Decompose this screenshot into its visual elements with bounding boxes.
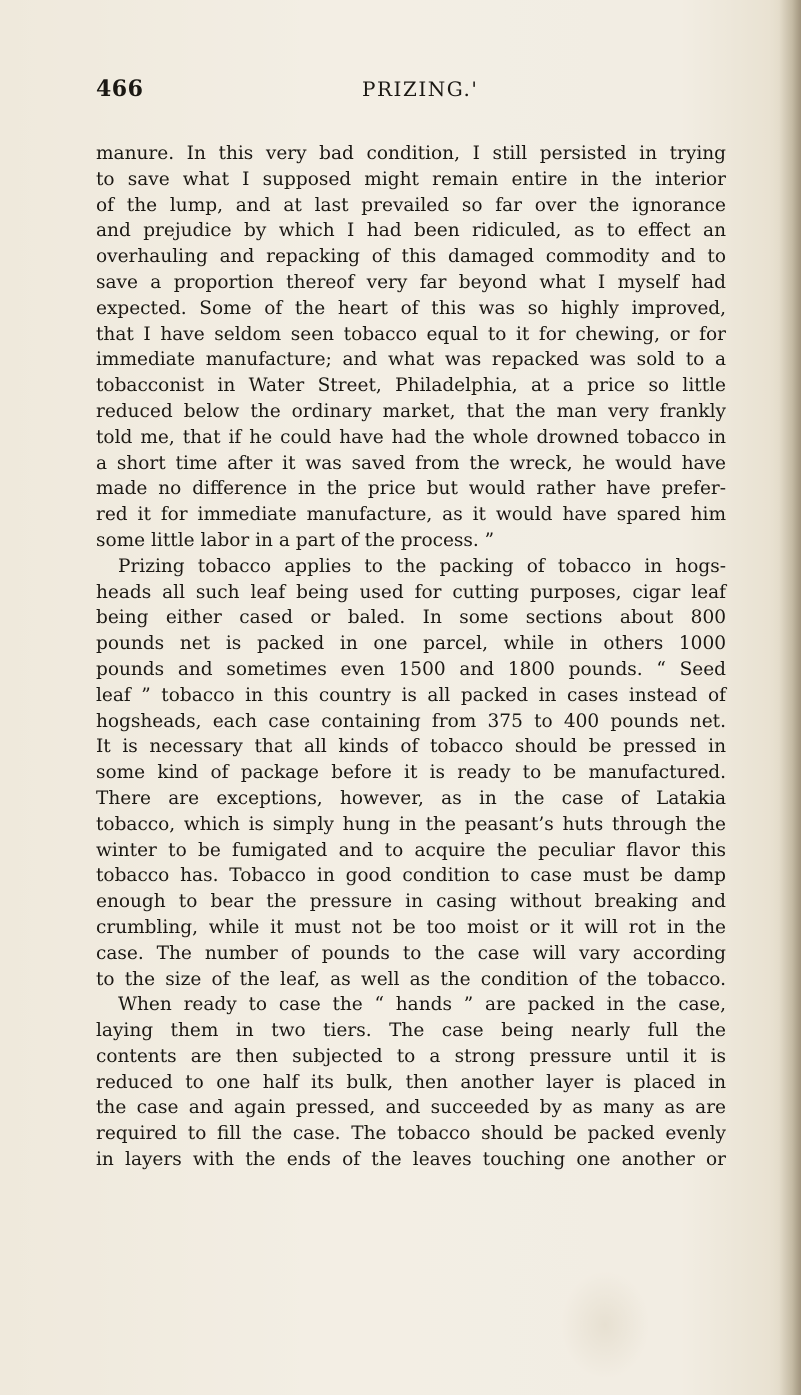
- paper-stain: [560, 1270, 650, 1380]
- text-line: immediate manufacture; and what was repacked was sold to a: [96, 349, 726, 371]
- text-line: a short time after it was saved from the wreck, he would have: [96, 452, 726, 474]
- text-line: of the lump, and at last prevailed so far over the ignorance: [96, 194, 726, 216]
- text-line: crumbling, while it must not be too moist or it will rot in the: [96, 916, 726, 938]
- text-line: contents are then subjected to a strong pressure until it is: [96, 1045, 726, 1067]
- text-line: pounds net is packed in one parcel, while in others 1000: [96, 633, 726, 655]
- running-head: [96, 76, 726, 110]
- text-line: pounds and sometimes even 1500 and 1800 pounds. “ Seed: [96, 658, 726, 680]
- text-line: heads all such leaf being used for cutting purposes, cigar leaf: [96, 581, 726, 603]
- text-line: that I have seldom seen tobacco equal to it for chewing, or for: [96, 323, 726, 345]
- paragraph-start-line: When ready to case the “ hands ” are packed in the case,: [118, 994, 726, 1016]
- text-line: overhauling and repacking of this damaged commodity and to: [96, 246, 726, 268]
- text-line: leaf ” tobacco in this country is all packed in cases instead of: [96, 684, 726, 706]
- text-line: manure. In this very bad condition, I still persisted in trying: [96, 143, 726, 164]
- text-line: red it for immediate manufacture, as it would have spared him: [96, 504, 726, 526]
- text-line: laying them in two tiers. The case being nearly full the: [96, 1020, 726, 1042]
- text-line: hogsheads, each case containing from 375 to 400 pounds net.: [96, 710, 726, 732]
- text-line: some kind of package before it is ready to be manufactured.: [96, 762, 726, 784]
- text-line: told me, that if he could have had the whole drowned tobacco in: [96, 426, 726, 448]
- text-line: expected. Some of the heart of this was so highly improved,: [96, 297, 726, 319]
- text-line: winter to be fumigated and to acquire the peculiar flavor this: [96, 839, 726, 861]
- text-line: being either cased or baled. In some sections about 800: [96, 607, 726, 629]
- paragraph-start-line: Prizing tobacco applies to the packing of tobacco in hogs-: [118, 555, 726, 577]
- text-line: required to fill the case. The tobacco should be packed evenly: [96, 1123, 726, 1145]
- text-line: some little labor in a part of the process. ”: [96, 529, 495, 551]
- text-line: to the size of the leaf, as well as the condition of the tobacco.: [96, 968, 726, 990]
- text-line: tobacconist in Water Street, Philadelphia, at a price so little: [96, 375, 726, 397]
- text-line: case. The number of pounds to the case will vary according: [96, 942, 726, 964]
- text-line: It is necessary that all kinds of tobacco should be pressed in: [96, 736, 726, 758]
- text-line: tobacco has. Tobacco in good condition to case must be damp: [96, 865, 726, 887]
- text-line: tobacco, which is simply hung in the peasant’s huts through the: [96, 813, 726, 835]
- running-title: PRIZING.': [362, 77, 479, 101]
- body-text: [96, 141, 726, 1173]
- page-number: 466: [96, 76, 144, 102]
- text-line: to save what I supposed might remain entire in the interior: [96, 168, 726, 190]
- text-line: enough to bear the pressure in casing without breaking and: [96, 891, 726, 913]
- text-line: There are exceptions, however, as in the case of Latakia: [96, 787, 726, 809]
- text-line: the case and again pressed, and succeeded by as many as are: [96, 1097, 726, 1119]
- text-line: in layers with the ends of the leaves touching one another or: [96, 1149, 726, 1171]
- text-line: save a proportion thereof very far beyond what I myself had: [96, 271, 726, 293]
- text-line: and prejudice by which I had been ridiculed, as to effect an: [96, 220, 726, 242]
- page-edge-shadow: [779, 0, 801, 1395]
- text-line: reduced to one half its bulk, then another layer is placed in: [96, 1071, 726, 1093]
- text-line: reduced below the ordinary market, that the man very frankly: [96, 400, 726, 422]
- text-line: made no difference in the price but would rather have prefer-: [96, 478, 726, 500]
